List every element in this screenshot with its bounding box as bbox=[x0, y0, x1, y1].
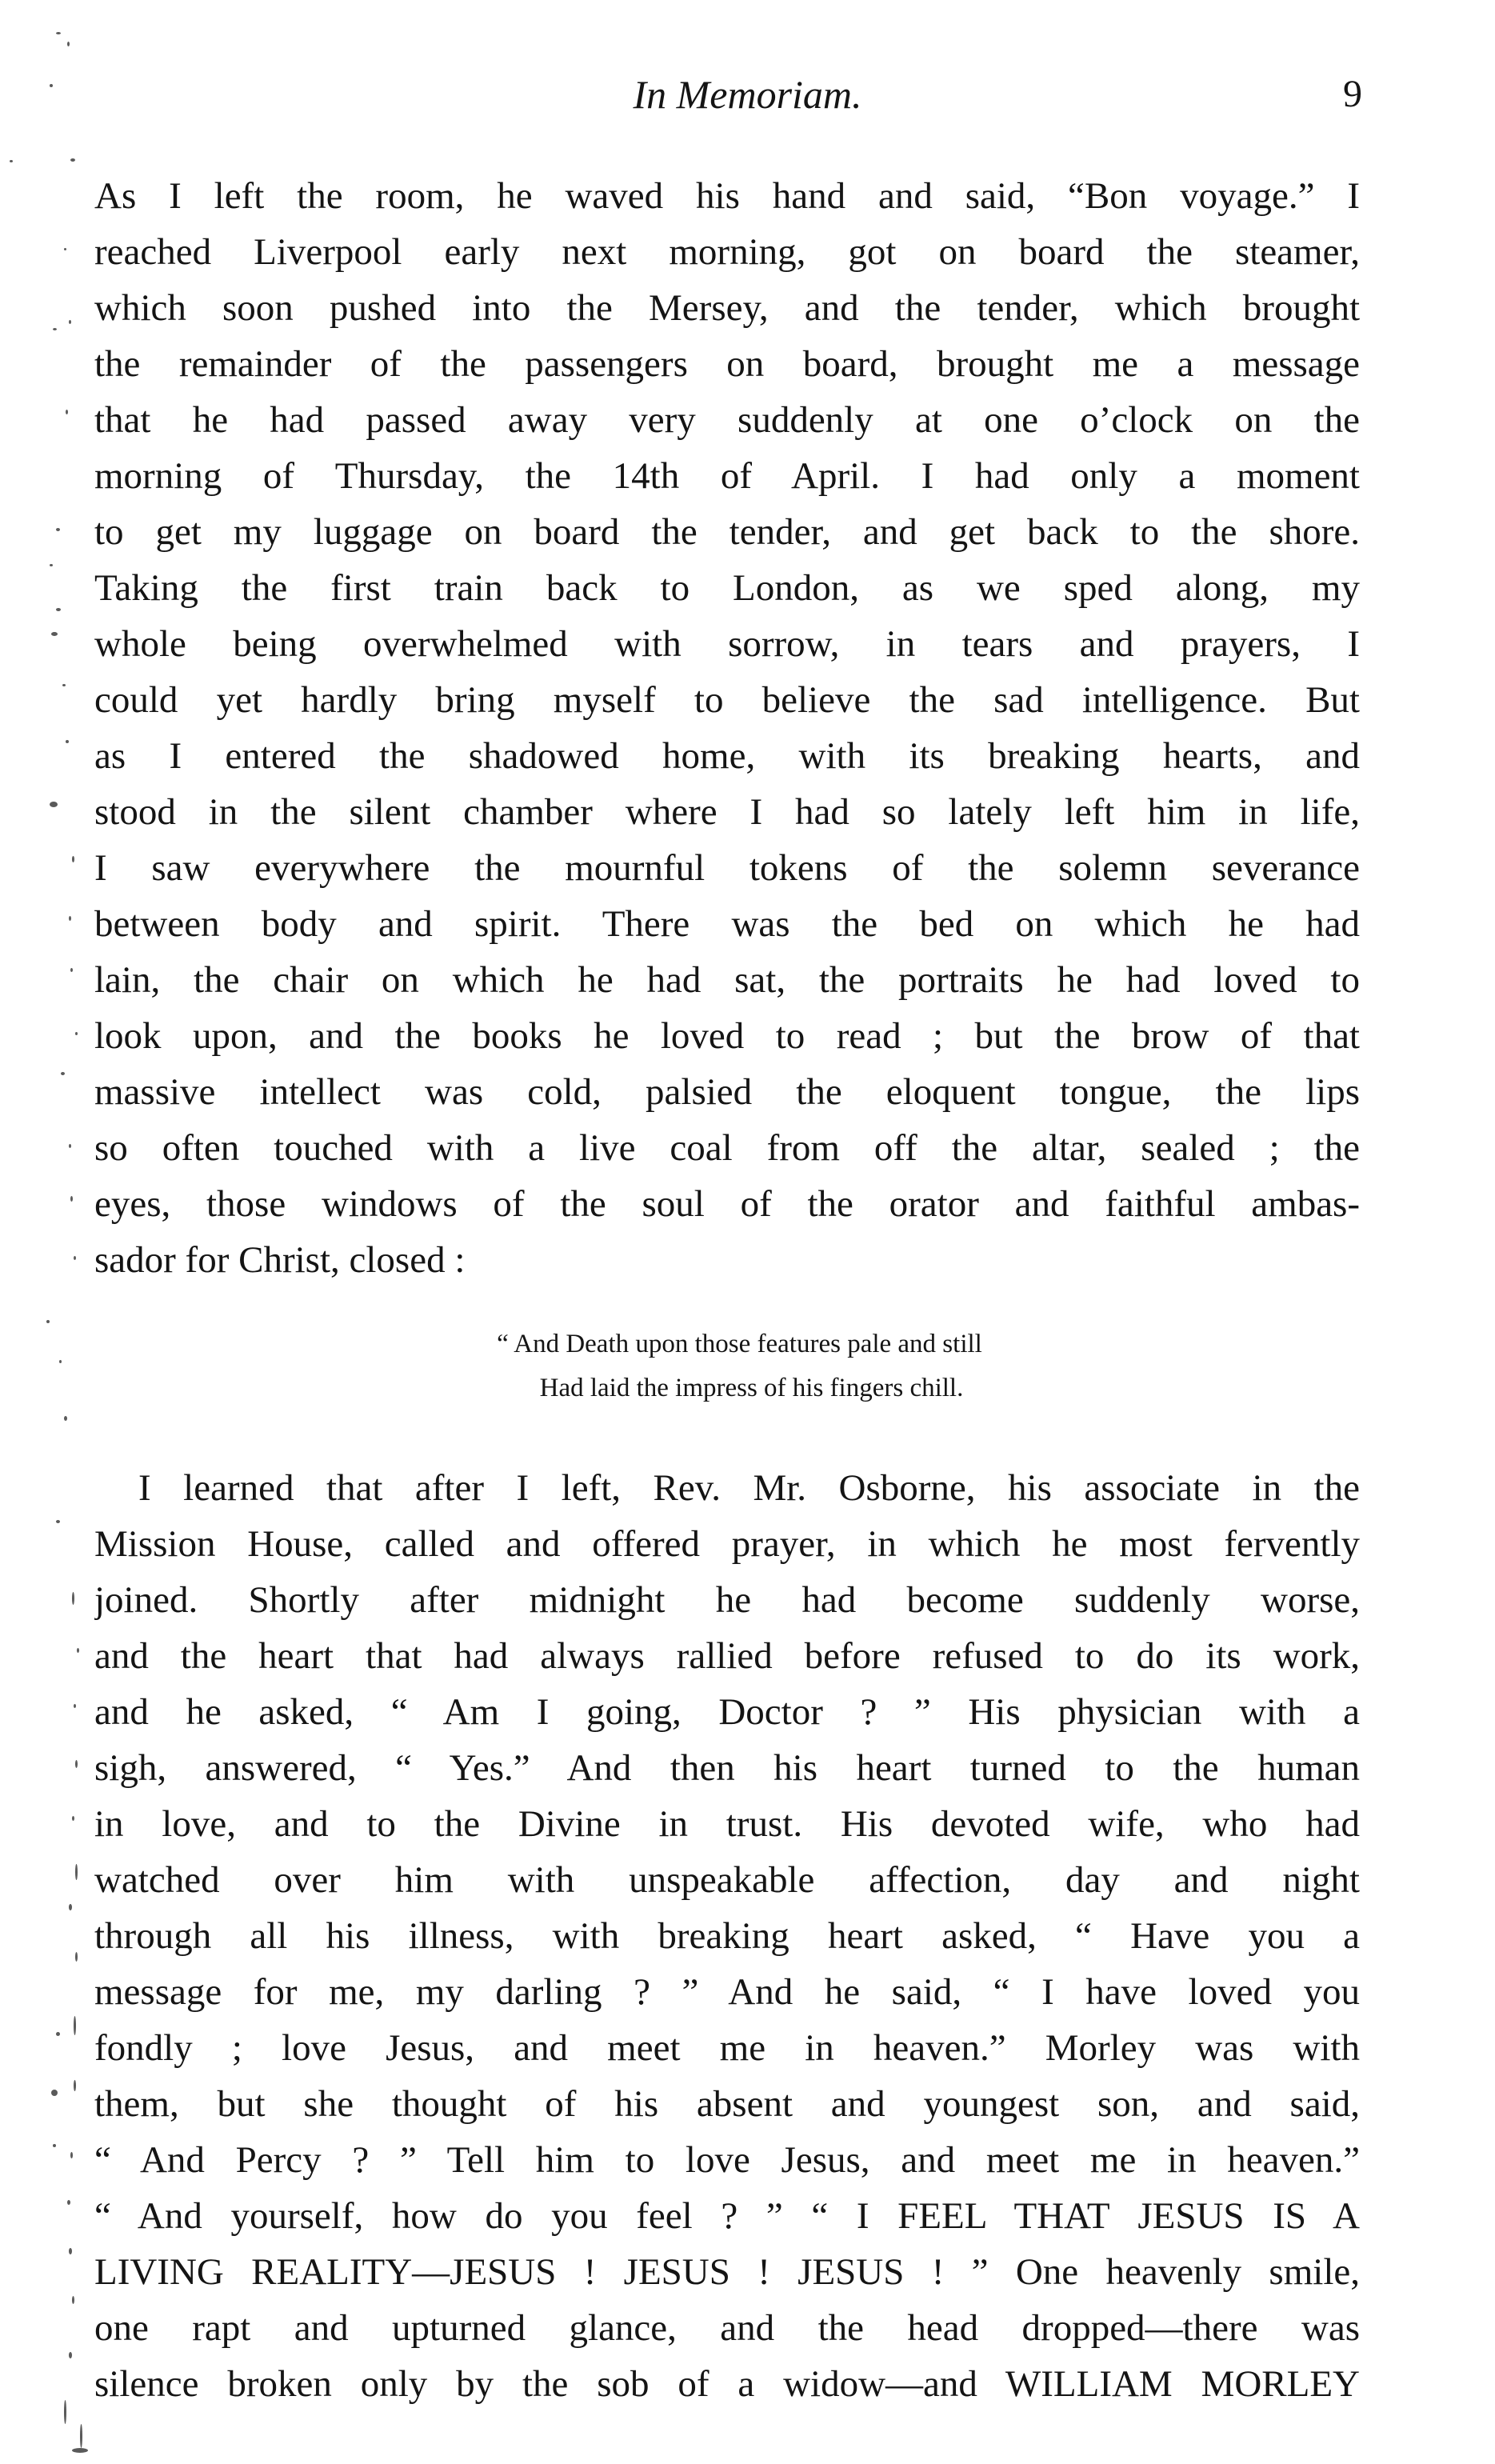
speck bbox=[10, 160, 13, 162]
text-line: LIVING REALITY—JESUS ! JESUS ! JESUS ! ” One heavenly smile, bbox=[94, 2251, 1360, 2293]
speck bbox=[70, 968, 73, 972]
speck bbox=[62, 684, 66, 686]
speck bbox=[61, 1072, 65, 1075]
text-line: them, but she thought of his absent and youngest son, and said, bbox=[94, 2083, 1360, 2125]
speck bbox=[75, 1952, 78, 1962]
text-line: between body and spirit. There was the bed on which he had bbox=[94, 903, 1360, 945]
speck bbox=[59, 1360, 62, 1363]
verse-line: Had laid the impress of his fingers chill. bbox=[539, 1374, 964, 1402]
text-line: As I left the room, he waved his hand and said, “Bon voyage.” I bbox=[94, 175, 1360, 217]
speck bbox=[56, 528, 60, 531]
text-line: which soon pushed into the Mersey, and the tender, which brought bbox=[94, 287, 1360, 329]
speck bbox=[51, 2090, 58, 2096]
speck bbox=[72, 1816, 74, 1821]
speck bbox=[72, 856, 74, 862]
speck bbox=[74, 1256, 76, 1260]
text-line: could yet hardly bring myself to believe the sad intelligence. But bbox=[94, 679, 1360, 721]
text-line: so often touched with a live coal from off the altar, sealed ; the bbox=[94, 1127, 1360, 1169]
text-line: in love, and to the Divine in trust. His devoted wife, who had bbox=[94, 1803, 1360, 1845]
speck bbox=[70, 1196, 73, 1202]
text-line: silence broken only by the sob of a widow—and WILLIAM MORLEY bbox=[94, 2363, 1360, 2405]
text-line: I learned that after I left, Rev. Mr. Osborne, his associate in the bbox=[138, 1467, 1360, 1509]
speck bbox=[74, 2080, 76, 2091]
text-line: whole being overwhelmed with sorrow, in tears and prayers, I bbox=[94, 623, 1360, 665]
speck bbox=[50, 84, 53, 87]
text-line: through all his illness, with breaking heart asked, “ Have you a bbox=[94, 1915, 1360, 1957]
speck bbox=[56, 2032, 60, 2036]
speck bbox=[70, 2152, 73, 2158]
speck bbox=[67, 42, 70, 46]
text-line: Mission House, called and offered prayer, in which he most fervently bbox=[94, 1523, 1360, 1565]
speck bbox=[46, 1320, 50, 1323]
text-line: lain, the chair on which he had sat, the portraits he had loved to bbox=[94, 959, 1360, 1001]
speck bbox=[72, 1592, 74, 1605]
speck bbox=[69, 1144, 71, 1148]
speck bbox=[70, 158, 75, 162]
text-line: Taking the first train back to London, as we sped along, my bbox=[94, 567, 1360, 609]
text-line: “ And Percy ? ” Tell him to love Jesus, and meet me in heaven.” bbox=[94, 2139, 1360, 2181]
speck bbox=[69, 320, 71, 324]
speck bbox=[51, 632, 58, 636]
text-line: massive intellect was cold, palsied the eloquent tongue, the lips bbox=[94, 1071, 1360, 1113]
speck bbox=[67, 2200, 70, 2205]
speck bbox=[66, 410, 68, 414]
speck bbox=[75, 1760, 78, 1768]
text-line: the remainder of the passengers on board, brought me a message bbox=[94, 343, 1360, 385]
speck bbox=[50, 802, 58, 807]
text-line: reached Liverpool early next morning, got on board the steamer, bbox=[94, 231, 1360, 273]
text-line: one rapt and upturned glance, and the head dropped—there was bbox=[94, 2307, 1360, 2349]
speck bbox=[74, 2016, 76, 2035]
speck bbox=[75, 1864, 78, 1880]
text-line: to get my luggage on board the tender, and get back to the shore. bbox=[94, 511, 1360, 553]
text-line: as I entered the shadowed home, with its breaking hearts, and bbox=[94, 735, 1360, 777]
text-line: message for me, my darling ? ” And he said, “ I have loved you bbox=[94, 1971, 1360, 2013]
text-line: eyes, those windows of the soul of the orator and faithful ambas- bbox=[94, 1183, 1360, 1225]
speck bbox=[75, 1032, 78, 1035]
speck bbox=[69, 2352, 72, 2358]
text-line: I saw everywhere the mournful tokens of the solemn severance bbox=[94, 847, 1360, 889]
text-line: morning of Thursday, the 14th of April. I had only a moment bbox=[94, 455, 1360, 497]
scan-margin-specks bbox=[0, 0, 92, 2464]
running-head-title: In Memoriam. bbox=[633, 72, 862, 117]
speck bbox=[53, 2144, 56, 2147]
text-line: and the heart that had always rallied before refused to do its work, bbox=[94, 1635, 1360, 1677]
speck bbox=[69, 916, 71, 921]
speck bbox=[64, 1416, 67, 1421]
text-line: watched over him with unspeakable affection, day and night bbox=[94, 1859, 1360, 1901]
speck bbox=[80, 2424, 82, 2448]
page-number: 9 bbox=[1343, 73, 1362, 115]
speck bbox=[53, 328, 57, 330]
text-line: that he had passed away very suddenly at one o’clock on the bbox=[94, 399, 1360, 441]
text-line: and he asked, “ Am I going, Doctor ? ” His physician with a bbox=[94, 1691, 1360, 1733]
speck bbox=[72, 2296, 74, 2304]
speck bbox=[72, 2448, 88, 2453]
speck bbox=[69, 1904, 72, 1910]
text-line: joined. Shortly after midnight he had become suddenly worse, bbox=[94, 1579, 1360, 1621]
text-line: look upon, and the books he loved to read ; but the brow of that bbox=[94, 1015, 1360, 1057]
speck bbox=[56, 1520, 60, 1523]
speck bbox=[56, 608, 61, 611]
speck bbox=[56, 32, 61, 34]
text-line: “ And yourself, how do you feel ? ” “ I FEEL THAT JESUS IS A bbox=[94, 2195, 1360, 2237]
speck bbox=[66, 740, 69, 743]
text-line: stood in the silent chamber where I had so lately left him in life, bbox=[94, 791, 1360, 833]
speck bbox=[69, 2248, 72, 2254]
speck bbox=[74, 1704, 76, 1708]
speck bbox=[50, 564, 53, 566]
text-line: sigh, answered, “ Yes.” And then his heart turned to the human bbox=[94, 1747, 1360, 1789]
speck bbox=[77, 1648, 79, 1653]
verse-line: “ And Death upon those features pale and still bbox=[497, 1330, 982, 1358]
text-line: sador for Christ, closed : bbox=[94, 1239, 466, 1281]
text-line: fondly ; love Jesus, and meet me in heaven.” Morley was with bbox=[94, 2027, 1360, 2069]
speck bbox=[64, 2400, 66, 2424]
speck bbox=[64, 248, 66, 250]
